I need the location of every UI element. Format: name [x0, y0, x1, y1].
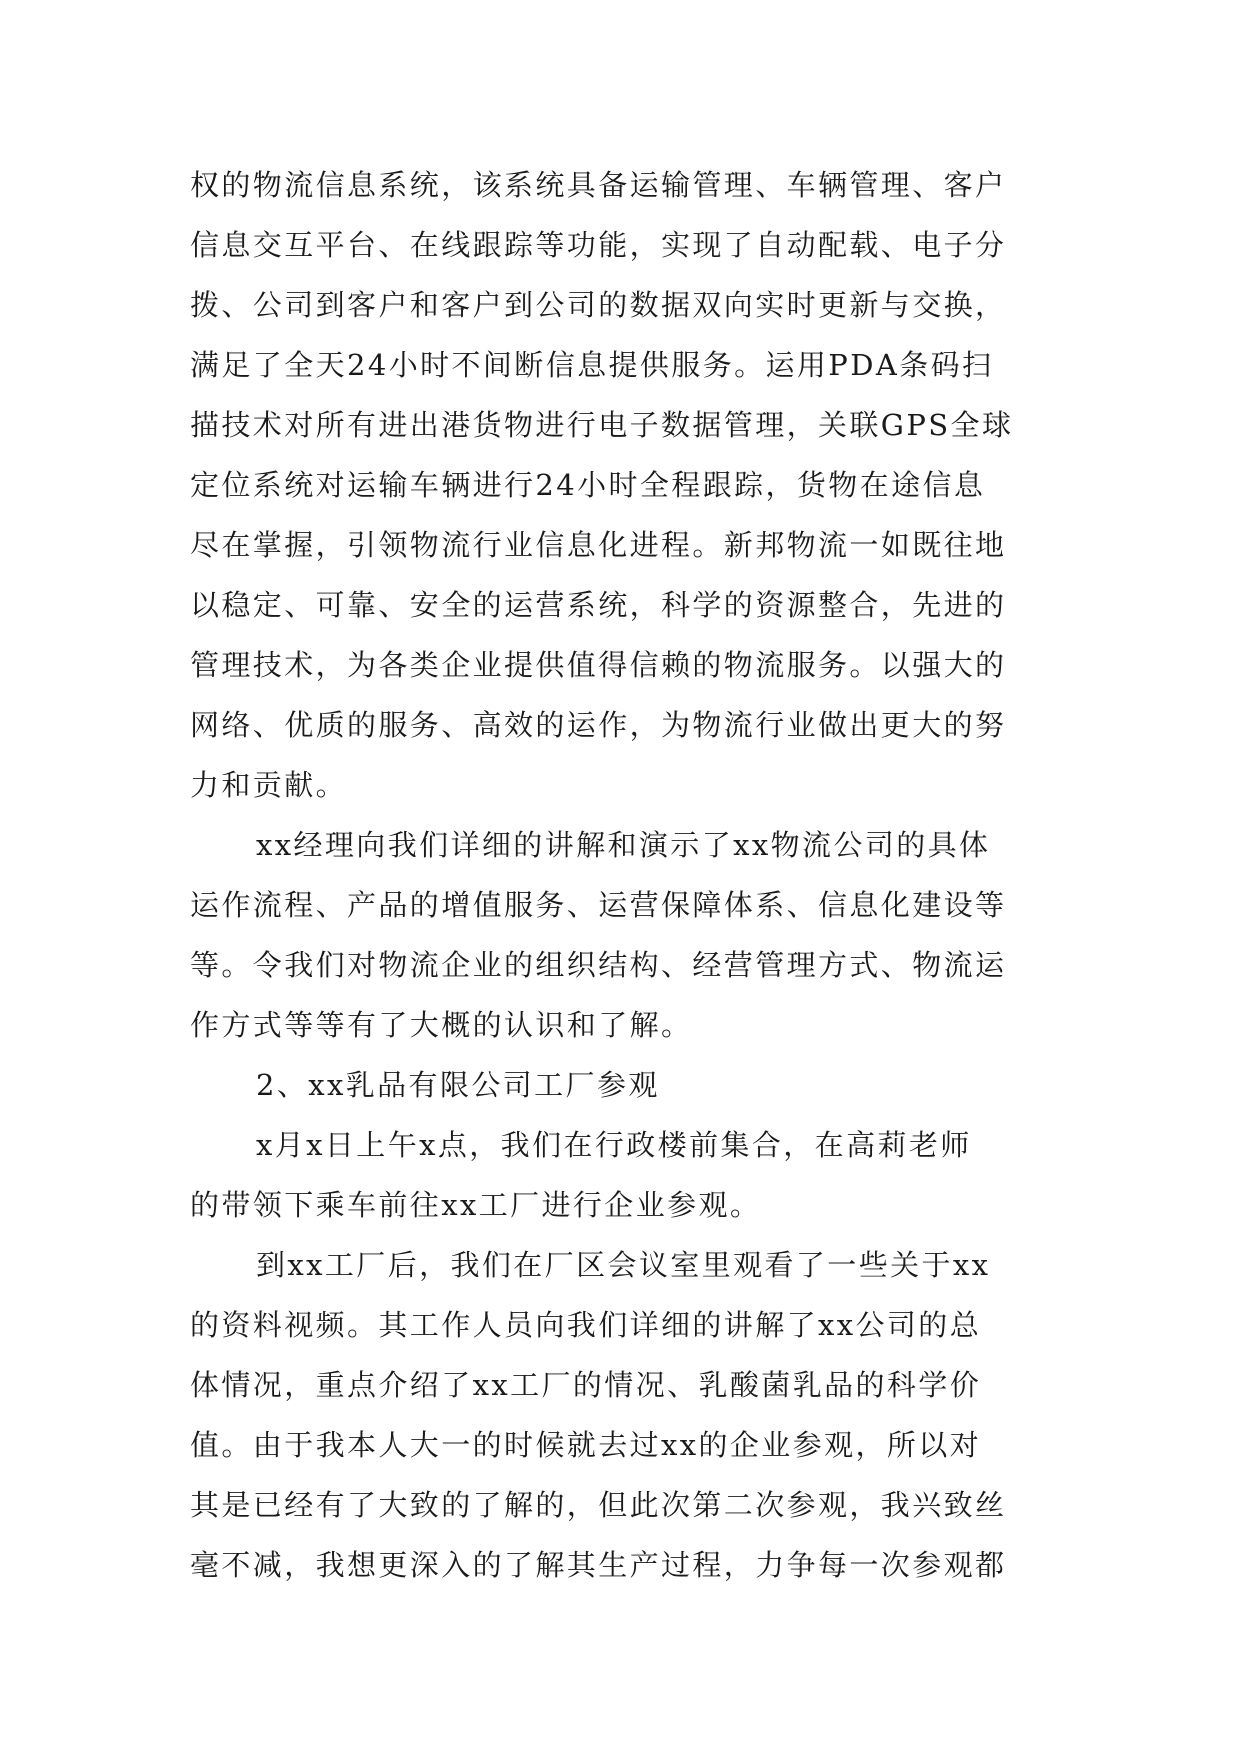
text-line: 等。令我们对物流企业的组织结构、经营管理方式、物流运 [190, 948, 1007, 982]
text-line: 作方式等等有了大概的认识和了解。 [190, 1008, 693, 1042]
text-line: 毫不减，我想更深入的了解其生产过程，力争每一次参观都 [190, 1548, 1007, 1582]
text-line: 其是已经有了大致的了解的，但此次第二次参观，我兴致丝 [190, 1488, 1007, 1522]
text-line: 满足了全天24小时不间断信息提供服务。运用PDA条码扫 [190, 348, 994, 382]
paragraph-start-line: x月x日上午x点，我们在行政楼前集合，在高莉老师 [256, 1128, 972, 1162]
text-line: 的资料视频。其工作人员向我们详细的讲解了xx公司的总 [190, 1308, 982, 1342]
text-line: 描技术对所有进出港货物进行电子数据管理，关联GPS全球 [190, 408, 1014, 442]
text-line: 管理技术，为各类企业提供值得信赖的物流服务。以强大的 [190, 648, 1007, 682]
text-line: 尽在掌握，引领物流行业信息化进程。新邦物流一如既往地 [190, 528, 1007, 562]
paragraph-start-line: xx经理向我们详细的讲解和演示了xx物流公司的具体 [256, 828, 991, 862]
text-line: 信息交互平台、在线跟踪等功能，实现了自动配载、电子分 [190, 228, 1007, 262]
document-body [190, 155, 1052, 1595]
text-line: 拨、公司到客户和客户到公司的数据双向实时更新与交换， [190, 288, 1007, 322]
text-line: 以稳定、可靠、安全的运营系统，科学的资源整合，先进的 [190, 588, 1007, 622]
text-line: 体情况，重点介绍了xx工厂的情况、乳酸菌乳品的科学价 [190, 1368, 982, 1402]
text-line: 定位系统对运输车辆进行24小时全程跟踪，货物在途信息 [190, 468, 986, 502]
text-line: 值。由于我本人大一的时候就去过xx的企业参观，所以对 [190, 1428, 982, 1462]
text-line: 力和贡献。 [190, 768, 348, 802]
paragraph-start-line: 到xx工厂后，我们在厂区会议室里观看了一些关于xx [256, 1248, 991, 1282]
section-heading: 2、xx乳品有限公司工厂参观 [256, 1068, 660, 1102]
text-line: 的带领下乘车前往xx工厂进行企业参观。 [190, 1188, 762, 1222]
text-line: 运作流程、产品的增值服务、运营保障体系、信息化建设等 [190, 888, 1007, 922]
text-line: 权的物流信息系统，该系统具备运输管理、车辆管理、客户 [190, 168, 1007, 202]
text-line: 网络、优质的服务、高效的运作，为物流行业做出更大的努 [190, 708, 1007, 742]
